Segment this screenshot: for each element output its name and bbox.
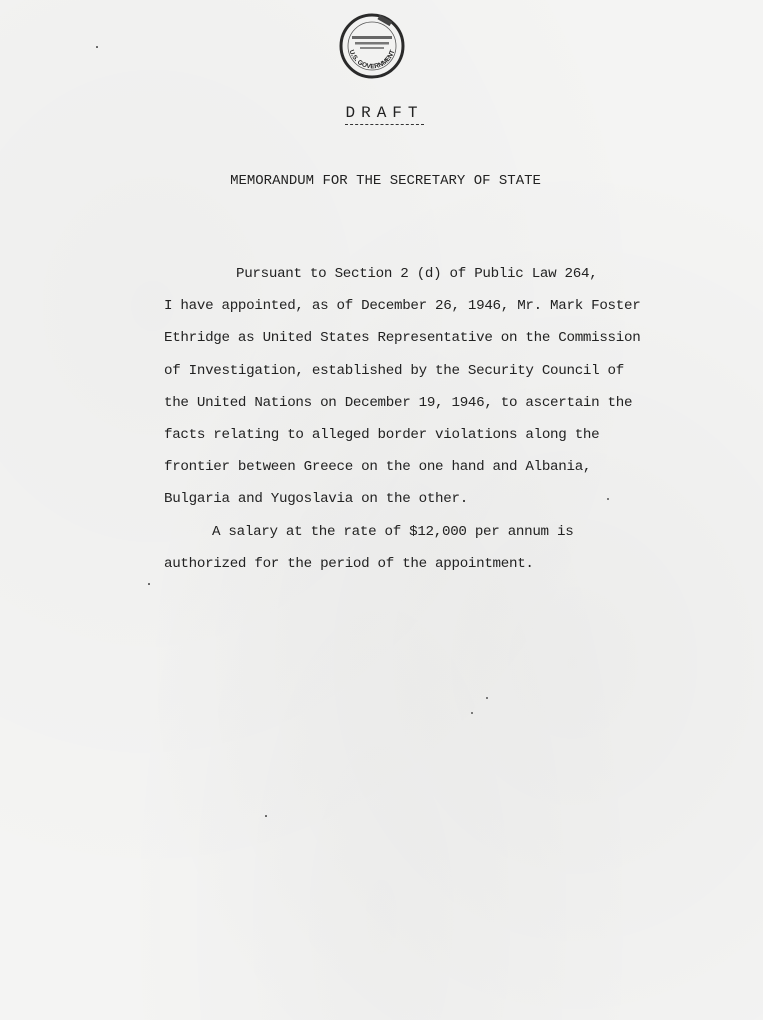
svg-text:U.S. GOVERNMENT bbox=[348, 49, 397, 70]
paper-speck bbox=[96, 46, 98, 48]
archive-stamp bbox=[338, 12, 406, 80]
memo-title: MEMORANDUM FOR THE SECRETARY OF STATE bbox=[230, 173, 541, 189]
paper-speck bbox=[471, 712, 473, 714]
stamp-text: U.S. GOVERNMENT bbox=[347, 49, 397, 71]
draft-heading bbox=[0, 104, 763, 122]
paper-speck bbox=[607, 498, 609, 500]
memo-body bbox=[164, 258, 654, 580]
draft-heading-text: DRAFT bbox=[345, 104, 423, 125]
paragraph1-line: of Investigation, established by the Security Council of bbox=[164, 362, 624, 379]
paragraph1-line: the United Nations on December 19, 1946, to ascertain the bbox=[164, 394, 633, 411]
paper-speck bbox=[148, 583, 150, 585]
paragraph1-line: facts relating to alleged border violations along the bbox=[164, 426, 600, 443]
paragraph1-line: frontier between Greece on the one hand and Albania, bbox=[164, 459, 592, 476]
paragraph1-line: Bulgaria and Yugoslavia on the other. bbox=[164, 491, 468, 508]
paragraph2-line: authorized for the period of the appointment. bbox=[164, 555, 534, 572]
paragraph1-line: I have appointed, as of December 26, 1946, Mr. Mark Foster bbox=[164, 298, 641, 315]
paragraph1-line: Ethridge as United States Representative on the Commission bbox=[164, 330, 641, 347]
paper-speck bbox=[486, 697, 488, 699]
paragraph2-line: A salary at the rate of $12,000 per annum is bbox=[212, 523, 574, 540]
paper-speck bbox=[265, 815, 267, 817]
paragraph1-line: Pursuant to Section 2 (d) of Public Law 264, bbox=[236, 266, 598, 282]
